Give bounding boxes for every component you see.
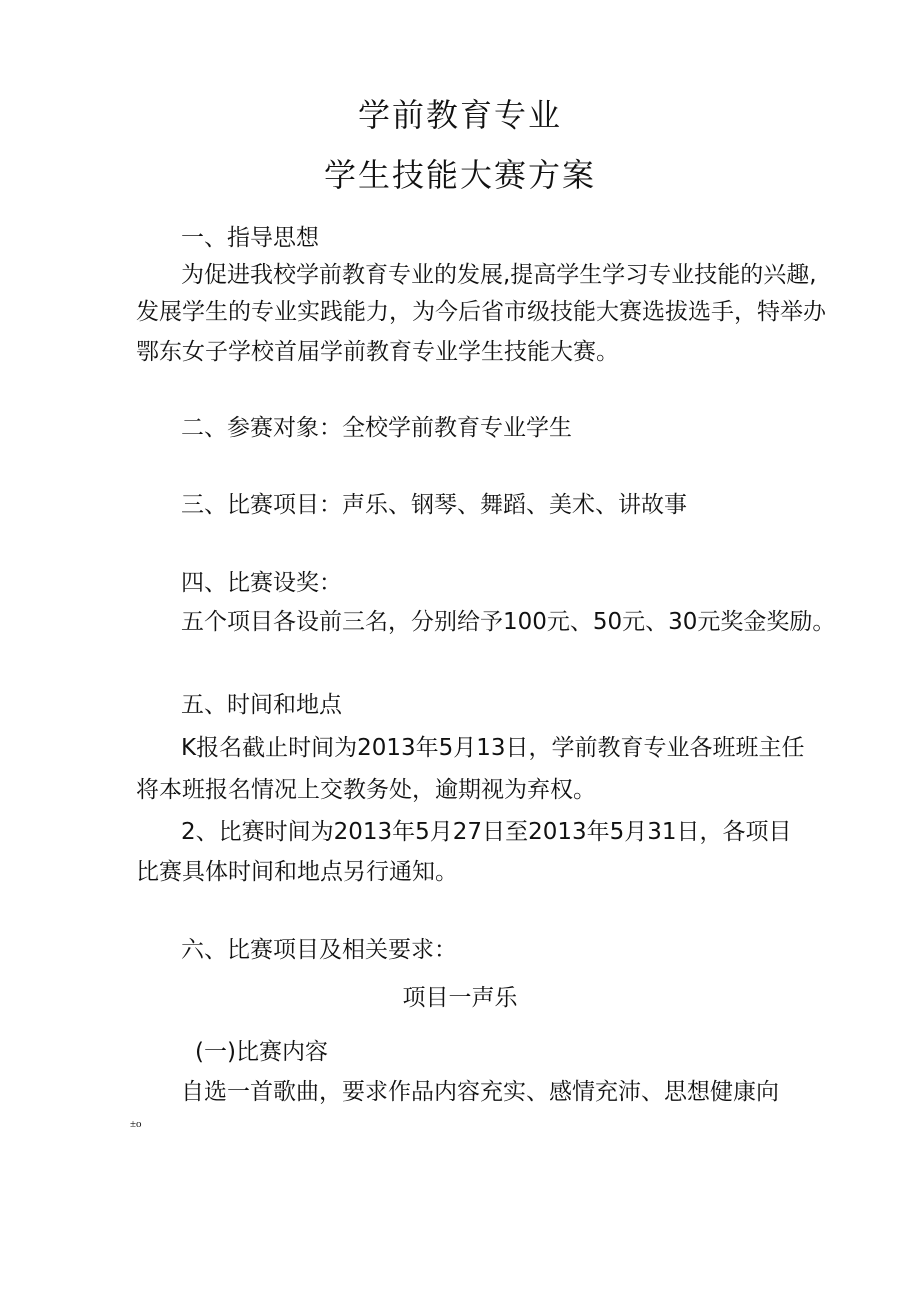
section-heading-guiding-thought: 一、指导思想 xyxy=(181,225,319,251)
document-title-line1: 学前教育专业 xyxy=(357,96,562,134)
subsection-title-vocal: 项目一声乐 xyxy=(402,985,518,1011)
paragraph-line: 为促进我校学前教育专业的发展,提高学生学习专业技能的兴趣, xyxy=(181,262,817,288)
paragraph-line: 鄂东女子学校首届学前教育专业学生技能大赛。 xyxy=(136,339,619,365)
paragraph-line: 五个项目各设前三名，分别给予100元、50元、30元奖金奖励。 xyxy=(181,609,836,635)
paragraph-line: 比赛具体时间和地点另行通知。 xyxy=(136,859,458,885)
section-heading-requirements: 六、比赛项目及相关要求： xyxy=(181,937,457,963)
document-title-line2: 学生技能大赛方案 xyxy=(323,156,596,194)
paragraph-line: 2、比赛时间为2013年5月27日至2013年5月31日，各项目 xyxy=(181,819,792,845)
paragraph-line: K报名截止时间为2013年5月13日，学前教育专业各班班主任 xyxy=(181,735,805,761)
section-heading-awards: 四、比赛设奖： xyxy=(181,570,342,596)
page-footer-mark: ±o xyxy=(130,1118,142,1130)
section-heading-time-place: 五、时间和地点 xyxy=(181,692,342,718)
paragraph-line: 发展学生的专业实践能力，为今后省市级技能大赛选拔选手，特举办 xyxy=(136,299,826,325)
section-heading-participants: 二、参赛对象：全校学前教育专业学生 xyxy=(181,415,572,441)
section-heading-events: 三、比赛项目：声乐、钢琴、舞蹈、美术、讲故事 xyxy=(181,492,687,518)
paragraph-line: 自选一首歌曲，要求作品内容充实、感情充沛、思想健康向 xyxy=(181,1079,779,1105)
paragraph-line: 将本班报名情况上交教务处，逾期视为弃权。 xyxy=(136,777,596,803)
subsection-heading-content: (一)比赛内容 xyxy=(195,1039,328,1065)
